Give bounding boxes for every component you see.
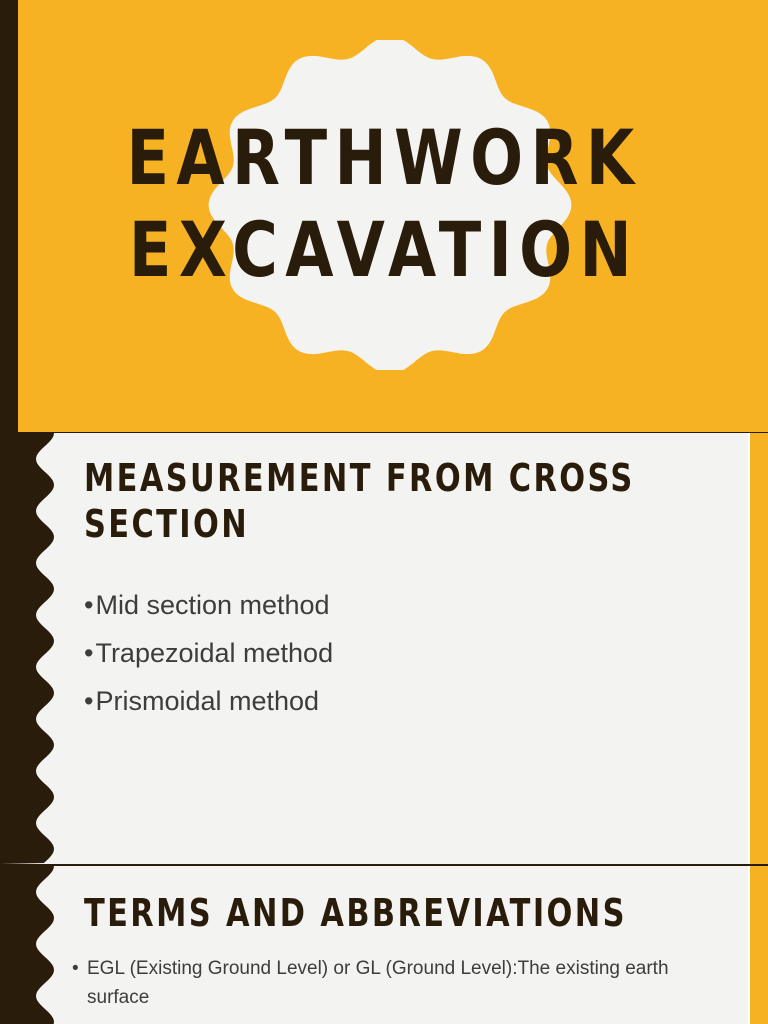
slide-heading: TERMS AND ABBREVIATIONS — [84, 891, 627, 935]
heading-line-1: MEASUREMENT FROM CROSS — [84, 456, 635, 500]
right-accent-bar — [750, 433, 768, 864]
heading-line-2: SECTION — [84, 502, 250, 546]
bullet-list — [72, 954, 692, 1012]
list-item: •Trapezoidal method — [84, 638, 334, 668]
bullet-text: Trapezoidal method — [95, 638, 334, 668]
wavy-left-border — [0, 866, 56, 1024]
list-item: •Prismoidal method — [84, 686, 320, 716]
list-item: •Mid section method — [84, 590, 330, 620]
title-slide — [0, 0, 768, 432]
content-slide-measurement — [0, 433, 768, 864]
bullet-list — [84, 581, 333, 725]
slide-heading — [84, 455, 635, 547]
bullet-text: EGL (Existing Ground Level) or GL (Ground Level):The existing earth surface — [87, 958, 669, 1008]
slide-title — [69, 112, 699, 296]
list-item: • EGL (Existing Ground Level) or GL (Ground Level):The existing earth surface — [72, 958, 669, 1008]
content-slide-terms — [0, 866, 768, 1024]
title-line-2: EXCAVATION — [128, 205, 640, 294]
bullet-text: Prismoidal method — [95, 686, 320, 716]
right-accent-bar — [750, 866, 768, 1024]
left-accent-bar — [0, 0, 18, 432]
bullet-text: Mid section method — [95, 590, 330, 620]
wavy-left-border — [0, 433, 56, 864]
title-line-1: EARTHWORK — [126, 113, 642, 202]
